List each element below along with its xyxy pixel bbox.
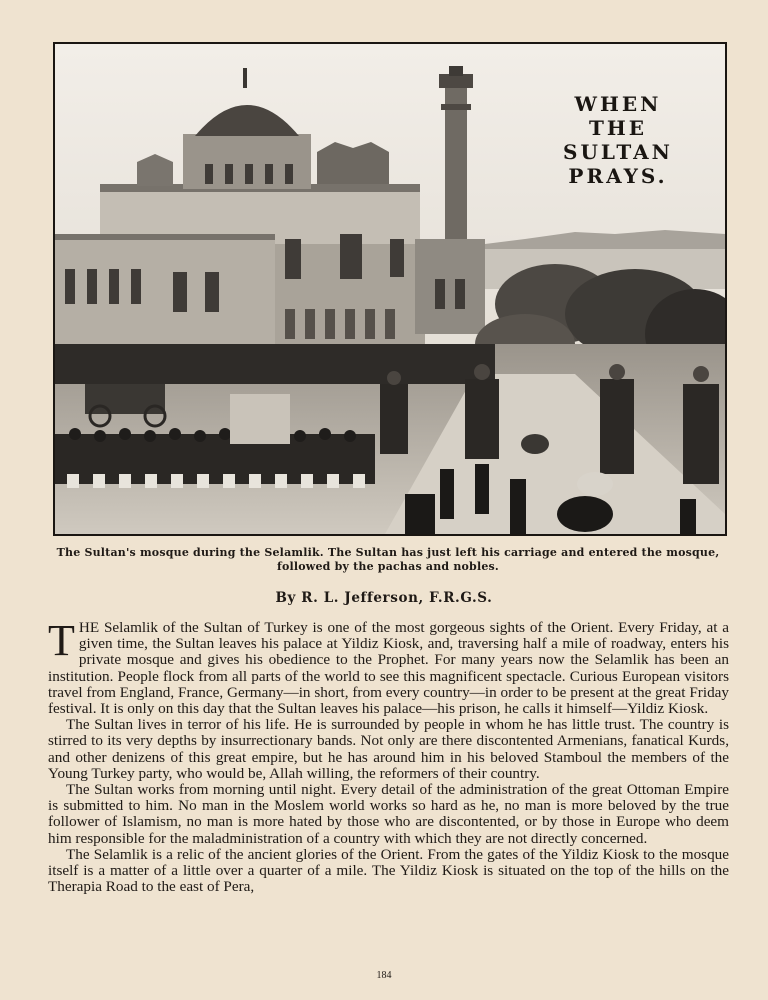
photo-caption: The Sultan's mosque during the Selamlik. The Sultan has just left his carriage and entered the mosque, followed by the pachas and nobles.	[56, 546, 720, 573]
article-paragraph: The Sultan lives in terror of his life. He is surrounded by people in whom he has little trust. The country is stirred to its very depths by insurrectionary bands. Not only are there discontented Armenians, fanatical Kurds, and other denizens of this great empire, but he has around him in his beloved Stamboul the members of the Young Turkey party, who would be, Allah willing, the reformers of their country.	[48, 716, 729, 782]
paragraph-text: HE Selamlik of the Sultan of Turkey is one of the most gorgeous sights of the Orient. Every Friday, at a given time, the Sultan leaves his palace at Yildiz Kiosk, and, traversing half a mile of roadway, enters his private mosque and gives his obedience to the Prophet. For many years now the Selamlik has been an institution. People flock from all parts of the world to see this magnificent spectacle. Curious European visitors travel from England, France, Germany—in short, from every country—in order to be present at the great Friday festival. It is only on this day that the Sultan leaves his palace—his prison, he calls it himself—Yildiz Kiosk.	[48, 619, 729, 718]
article-body	[48, 616, 729, 896]
article-paragraph	[48, 616, 729, 718]
title-line: THE	[588, 116, 648, 140]
title-line: WHEN	[574, 92, 662, 116]
title-line: PRAYS.	[568, 164, 668, 188]
article-paragraph: The Selamlik is a relic of the ancient glories of the Orient. From the gates of the Yildiz Kiosk to the mosque itself is a matter of a little over a quarter of a mile. The Yildiz Kiosk is situated on the top of the hills on the Therapia Road to the east of Pera,	[48, 845, 729, 896]
title-line: SULTAN	[563, 140, 673, 164]
article-paragraph: The Sultan works from morning until night. Every detail of the administration of the great Ottoman Empire is submitted to him. No man in the Moslem world works so hard as he, no man is more beloved by the true follower of Islamism, no man is more hated by those who are discontented, or by those in Europe who deem him responsible for the maladministration of a country with which they are not directly concerned.	[48, 781, 729, 847]
page-number: 184	[376, 970, 392, 981]
mosque-photograph	[53, 42, 727, 536]
photo-title	[533, 92, 703, 188]
drop-cap: T	[48, 616, 75, 665]
author-byline: By R. L. Jefferson, F.R.G.S.	[275, 590, 493, 606]
